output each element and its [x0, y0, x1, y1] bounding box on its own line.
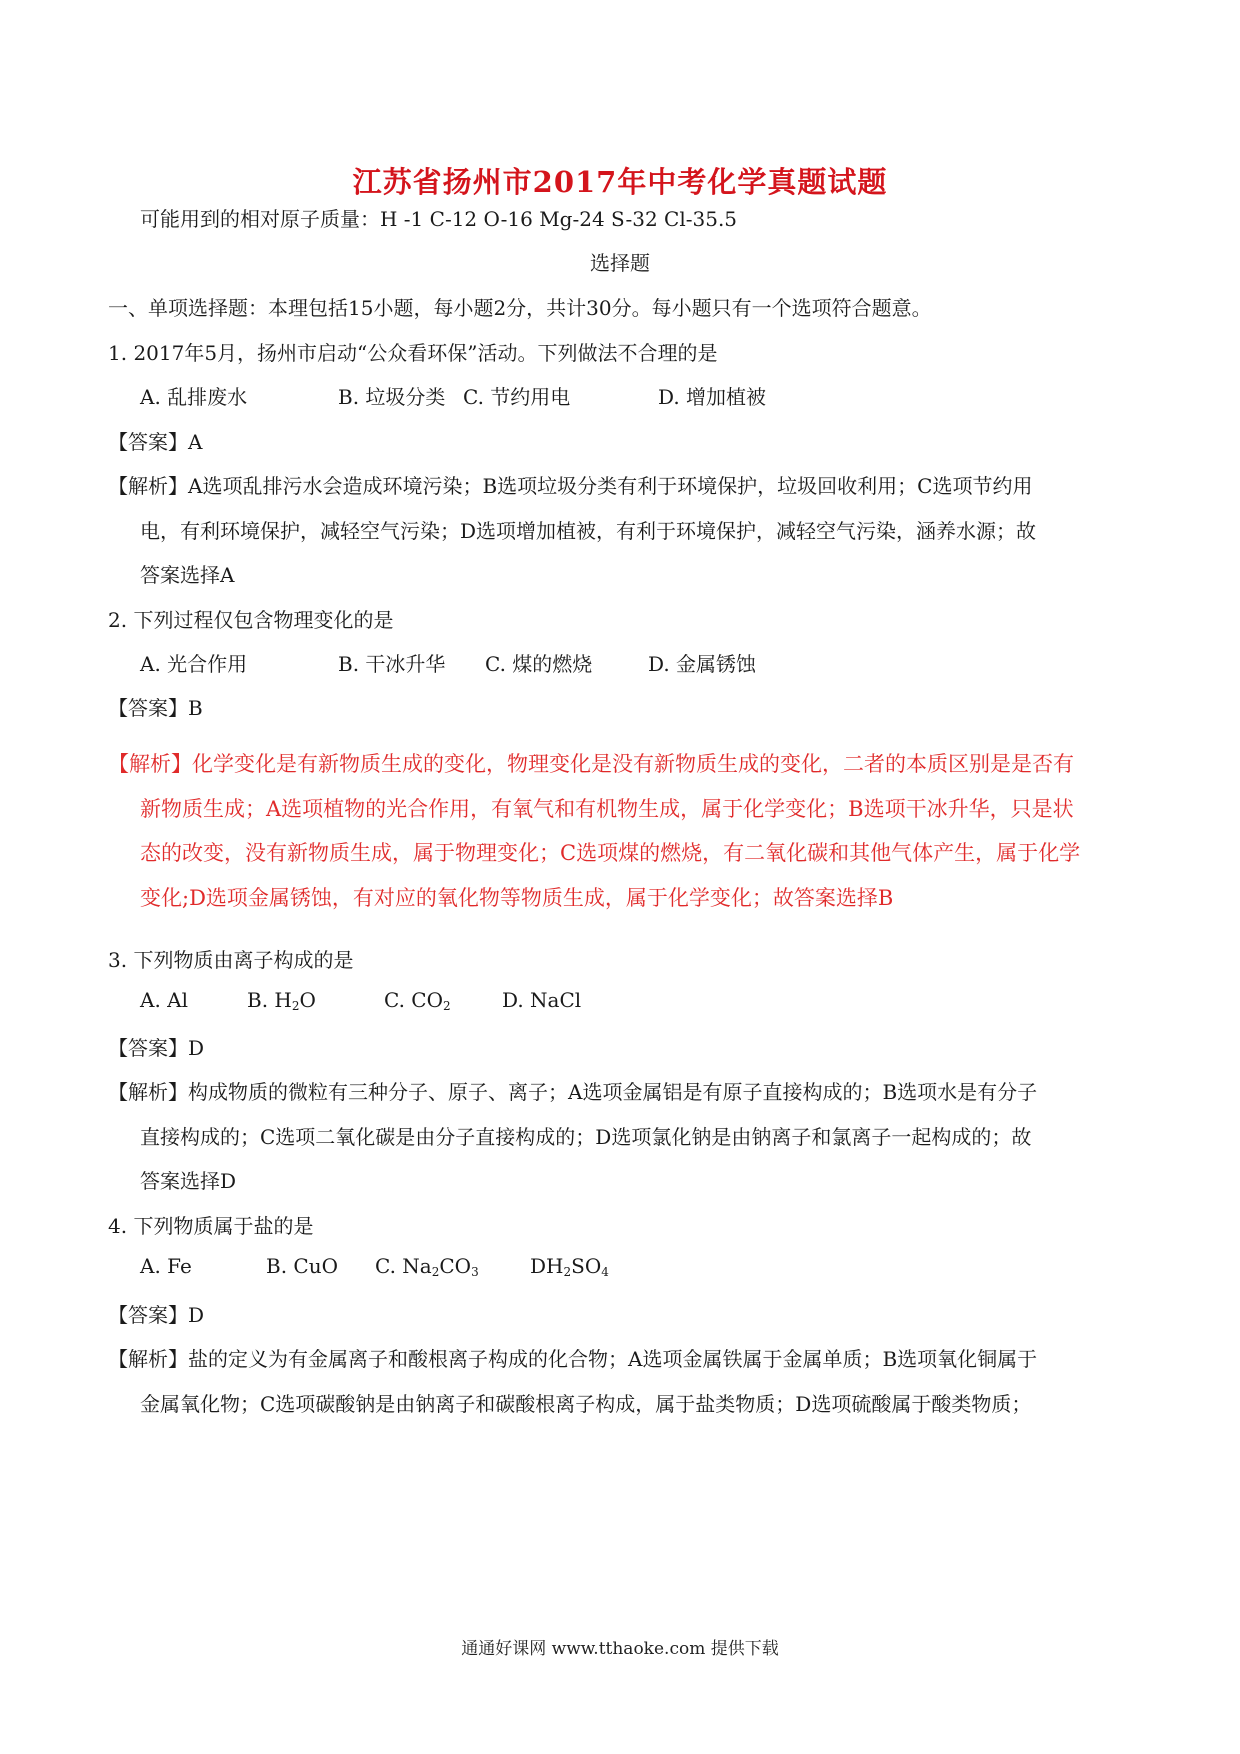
- q2-option-a: A. 光合作用: [140, 652, 248, 676]
- q2-analysis-line: 【解析】化学变化是有新物质生成的变化，物理变化是没有新物质生成的变化，二者的本质区别是是否有: [108, 752, 1074, 776]
- q3-option-d: D. NaCl: [502, 988, 582, 1012]
- q4-option-b: B. CuO: [266, 1254, 338, 1278]
- q2-stem: 2. 下列过程仅包含物理变化的是: [108, 608, 394, 632]
- q4-answer: 【答案】D: [108, 1303, 205, 1327]
- q4-option-c: C. $Na_2CO_3$: [375, 1254, 479, 1279]
- q2-answer: 【答案】B: [108, 696, 203, 720]
- q3-analysis-line: 直接构成的；C选项二氧化碳是由分子直接构成的；D选项氯化钠是由钠离子和氯离子一起构成的；故: [140, 1125, 1032, 1149]
- instructions: 一、单项选择题：本理包括15小题，每小题2分，共计30分。每小题只有一个选项符合题意。: [108, 296, 932, 320]
- q1-option-a: A. 乱排废水: [140, 385, 248, 409]
- q1-stem: 1. 2017年5月，扬州市启动“公众看环保”活动。下列做法不合理的是: [108, 341, 718, 365]
- q3-option-c: C. $CO_2$: [384, 988, 451, 1013]
- q2-analysis-line: 变化;D选项金属锈蚀，有对应的氧化物等物质生成，属于化学变化；故答案选择B: [140, 886, 894, 910]
- q3-analysis-line: 答案选择D: [140, 1169, 237, 1193]
- q2-analysis-line: 态的改变，没有新物质生成，属于物理变化；C选项煤的燃烧，有二氧化碳和其他气体产生，属于化学: [140, 841, 1081, 865]
- q2-option-c: C. 煤的燃烧: [485, 652, 593, 676]
- q1-answer: 【答案】A: [108, 430, 203, 454]
- q2-option-d: D. 金属锈蚀: [648, 652, 757, 676]
- q1-option-b: B. 垃圾分类: [338, 385, 446, 409]
- q1-analysis-line: 答案选择A: [140, 563, 235, 587]
- section-heading: 选择题: [590, 251, 650, 275]
- q3-option-a: A. Al: [140, 988, 188, 1012]
- q4-option-a: A. Fe: [140, 1254, 192, 1278]
- q4-stem: 4. 下列物质属于盐的是: [108, 1214, 314, 1238]
- atomic-masses: 可能用到的相对原子质量：H -1 C-12 O-16 Mg-24 S-32 Cl-35.5: [140, 207, 738, 231]
- q1-option-d: D. 增加植被: [658, 385, 767, 409]
- q4-option-d: $DH_2SO_4$: [530, 1254, 609, 1279]
- q2-analysis-line: 新物质生成；A选项植物的光合作用，有氧气和有机物生成，属于化学变化；B选项干冰升华，只是状: [140, 797, 1074, 821]
- page-title: 江苏省扬州市2017年中考化学真题试题: [352, 165, 888, 199]
- q1-analysis-line: 【解析】A选项乱排污水会造成环境污染；B选项垃圾分类有利于环境保护，垃圾回收利用；C选项节约用: [108, 474, 1033, 498]
- q3-analysis-line: 【解析】构成物质的微粒有三种分子、原子、离子；A选项金属铝是有原子直接构成的；B选项水是有分子: [108, 1080, 1038, 1104]
- q4-analysis-line: 【解析】盐的定义为有金属离子和酸根离子构成的化合物；A选项金属铁属于金属单质；B选项氧化铜属于: [108, 1347, 1038, 1371]
- page-footer: 通通好课网 www.tthaoke.com 提供下载: [461, 1639, 779, 1659]
- q1-option-c: C. 节约用电: [463, 385, 571, 409]
- q3-option-b: B. $H_2O$: [247, 988, 316, 1013]
- q2-option-b: B. 干冰升华: [338, 652, 446, 676]
- q4-analysis-line: 金属氧化物；C选项碳酸钠是由钠离子和碳酸根离子构成，属于盐类物质；D选项硫酸属于酸类物质；: [140, 1392, 1032, 1416]
- q1-analysis-line: 电，有利环境保护，减轻空气污染；D选项增加植被，有利于环境保护，减轻空气污染，涵养水源；故: [140, 519, 1037, 543]
- q3-answer: 【答案】D: [108, 1036, 205, 1060]
- q3-stem: 3. 下列物质由离子构成的是: [108, 948, 354, 972]
